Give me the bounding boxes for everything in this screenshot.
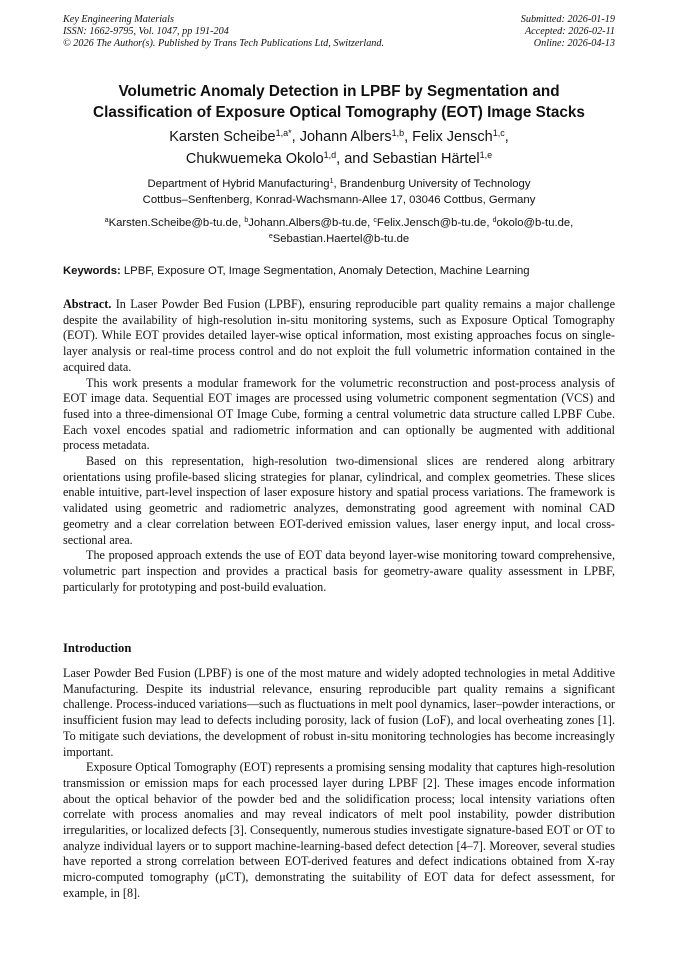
- abstract-paragraph: [63, 297, 615, 376]
- email-link[interactable]: okolo@b-tu.de,: [496, 217, 574, 229]
- email-mark: a: [104, 217, 109, 225]
- title-line-2: Classification of Exposure Optical Tomography (EOT) Image Stacks: [93, 104, 585, 121]
- title-line-1: Volumetric Anomaly Detection in LPBF by Segmentation and: [118, 83, 560, 100]
- affiliation: [40, 176, 638, 208]
- affiliation-line-1: [40, 176, 638, 192]
- keywords: [63, 263, 623, 279]
- email-line-1: [40, 215, 638, 231]
- author-separator: ,: [404, 129, 413, 145]
- affiliation-dept: Department of Hybrid Manufacturing: [147, 178, 330, 190]
- author-separator: , and: [336, 151, 373, 167]
- author-list: [40, 126, 638, 170]
- author-separator: ,: [291, 129, 300, 145]
- online-date: Online: 2026-04-13: [533, 38, 615, 49]
- affiliation-line-2: Cottbus–Senftenberg, Konrad-Wachsmann-Allee 17, 03046 Cottbus, Germany: [142, 194, 536, 206]
- email-link[interactable]: Karsten.Scheibe@b-tu.de,: [108, 217, 245, 229]
- keywords-text: LPBF, Exposure OT, Image Segmentation, Anomaly Detection, Machine Learning: [120, 265, 530, 277]
- author-name: Chukwuemeka Okolo: [185, 151, 324, 167]
- author-name: Johann Albers: [299, 129, 392, 145]
- email-mark: c: [373, 217, 377, 225]
- journal-name: Key Engineering Materials: [63, 14, 174, 25]
- author-line-1: Karsten Scheibe$^{1,a*}$, Johann Albers$^{1,b}$, Felix Jensch$^{1,c}$,: [169, 128, 509, 145]
- abstract-text: In Laser Powder Bed Fusion (LPBF), ensuring reproducible part quality remains a major challenge despite the availability of high-resolution in-situ monitoring systems, such as Exposure Optical Tomography (EOT). While EOT provides detailed layer-wise optical information, most existing approaches focus on single-layer analysis or real-time process control and do not exploit the full volumetric information contained in the acquired data.: [63, 297, 615, 374]
- abstract-paragraph: The proposed approach extends the use of EOT data beyond layer-wise monitoring toward comprehensive, volumetric part inspection and provides a practical basis for geometry-aware quality assessment in LPBF, particularly for prototyping and post-build evaluation.: [63, 548, 615, 594]
- email-mark: b: [244, 217, 249, 225]
- affiliation-mark: 1: [329, 178, 334, 186]
- submitted-date: Submitted: 2026-01-19: [520, 14, 615, 25]
- copyright-line: © 2026 The Author(s). Published by Trans Tech Publications Ltd, Switzerland.: [63, 38, 385, 49]
- introduction-paragraph: Exposure Optical Tomography (EOT) represents a promising sensing modality that captures high-resolution transmission or emission maps for each processed layer during LPBF [2]. These images encode information about the optical behavior of the powder bed and the solidification process; local intensity variations often correlate with process anomalies and may reveal indicators of melt pool instability, powder distribution irregularities, or localized defects [3]. Consequently, numerous studies investigate signature-based EOT or OT to analyze individual layers or to support machine-learning-based defect detection [4–7]. Moreover, several studies have reported a strong correlation between EOT-derived features and defect indications obtained from X-ray micro-computed tomography (μCT), demonstrating the suitability of EOT data for defect assessment, for example, in [8].: [63, 760, 615, 900]
- email-list: [40, 215, 638, 247]
- email-link[interactable]: Johann.Albers@b-tu.de,: [248, 217, 374, 229]
- author-affil-mark: 1,b: [391, 128, 405, 139]
- email-link[interactable]: Sebastian.Haertel@b-tu.de: [272, 233, 410, 245]
- introduction-paragraph: Laser Powder Bed Fusion (LPBF) is one of the most mature and widely adopted technologies in metal Additive Manufacturing. Despite its industrial relevance, ensuring reproducible part quality remains a significant challenge. Process-induced variations—such as fluctuations in melt pool dynamics, laser–powder interactions, or insufficient fusion may lead to defects including porosity, lack of fusion (LoF), and local overheating zones [1]. To mitigate such deviations, the development of robust in-situ monitoring technologies has become increasingly important.: [63, 666, 615, 759]
- email-link[interactable]: Felix.Jensch@b-tu.de,: [376, 217, 493, 229]
- email-line-2: [40, 231, 638, 247]
- author-affil-mark: 1,a*: [275, 128, 292, 139]
- author-affil-mark: 1,c: [492, 128, 505, 139]
- affiliation-university: , Brandenburg University of Technology: [333, 178, 531, 190]
- abstract: [63, 297, 615, 595]
- abstract-paragraph: This work presents a modular framework for the volumetric reconstruction and post-process analysis of EOT image data. Sequential EOT images are processed using volumetric component segmentation (VCS) and fused into a three-dimensional OT Image Cube, forming a central volumetric data structure called LPBF Cube. Each voxel encodes spatial and radiometric information and can optionally be augmented with additional process metadata.: [63, 375, 615, 453]
- author-name: Sebastian Härtel: [372, 151, 480, 167]
- email-mark: d: [492, 217, 497, 225]
- accepted-date: Accepted: 2026-02-11: [524, 26, 615, 37]
- author-affil-mark: 1,e: [479, 150, 493, 161]
- paper-title: [40, 81, 638, 123]
- author-line-2: [40, 148, 638, 170]
- section-heading-introduction: Introduction: [63, 641, 132, 655]
- email-mark: e: [268, 233, 273, 241]
- issn-line: ISSN: 1662-9795, Vol. 1047, pp 191-204: [63, 26, 229, 37]
- author-name: Felix Jensch: [412, 129, 493, 145]
- dates-header: [395, 14, 615, 50]
- author-name: Karsten Scheibe: [169, 129, 276, 145]
- abstract-label: Abstract.: [63, 297, 112, 311]
- author-affil-mark: 1,d: [323, 150, 337, 161]
- abstract-paragraph: Based on this representation, high-resolution two-dimensional slices are rendered along arbitrary orientations using profile-based slicing strategies for planar, cylindrical, and complex geometries. These slices enable intuitive, part-level inspection of laser exposure history and spatial process variations. The framework is validated using geometric and radiometric analyzes, demonstrating good agreement with nominal CAD geometry and a clear correlation between EOT-derived emission values, laser energy input, and local cross-sectional area.: [63, 454, 615, 547]
- keywords-label: Keywords:: [63, 265, 121, 277]
- introduction-body: [63, 666, 615, 902]
